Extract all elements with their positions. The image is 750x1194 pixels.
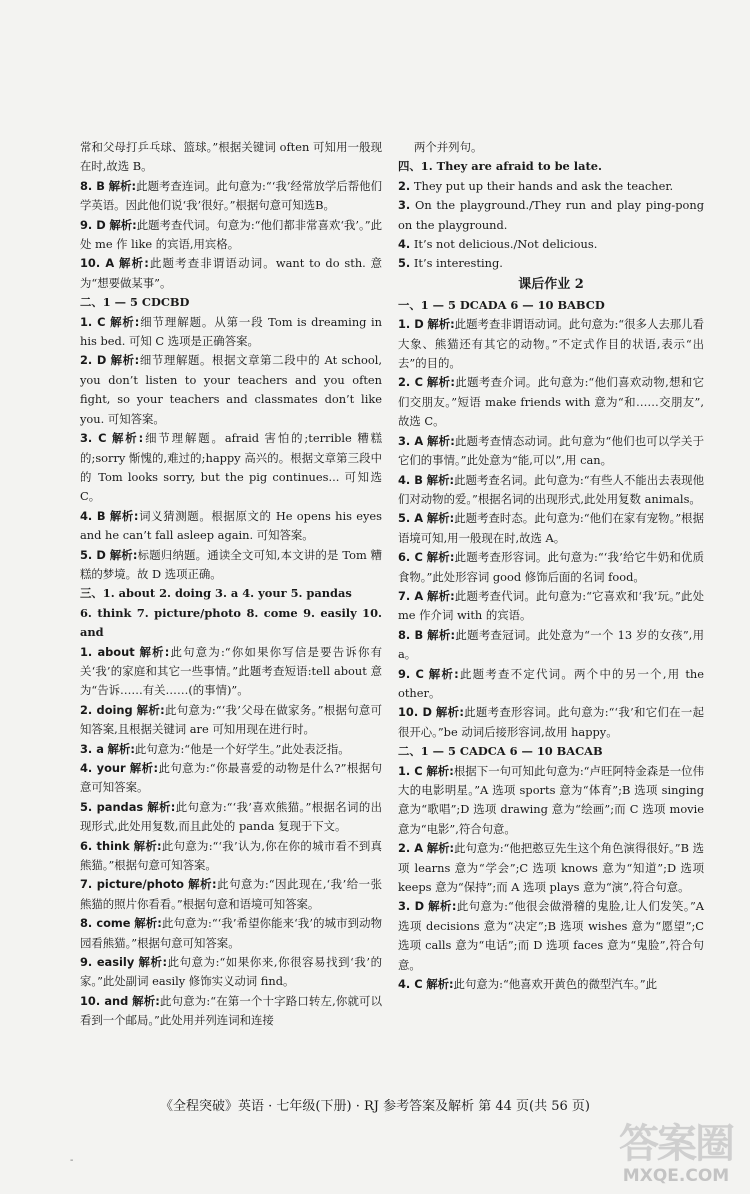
answer-number: 2. A [398, 841, 424, 856]
answer-item [80, 507, 382, 546]
answer-item [398, 177, 704, 196]
answer-explanation: 解析:此句意为:“如果你来,你很容易找到‘我’的家。”此处副词 easily 修饰实义动词 find。 [80, 955, 382, 989]
answer-explanation: 解析:此句意为:“在第一个十字路口转左,你就可以看到一个邮局。”此处用并列连词和连接 [80, 993, 383, 1028]
answer-item [398, 975, 704, 994]
answer-item [80, 351, 382, 429]
answer-explanation: 解析:标题归纳题。通读全文可知,本文讲的是 Tom 糟糕的梦境。故 D 选项正确。 [80, 547, 382, 581]
answer-number: 4. B [80, 508, 106, 523]
answer-item [398, 703, 704, 742]
answer-item [80, 914, 382, 953]
answer-number: 4. [398, 237, 411, 252]
answer-explanation: 解析:此句意为:“‘我’父母在做家务。”根据句意可知答案,且根据关键词 are 可知用现在进行时。 [80, 702, 383, 737]
answer-number: 4. C [398, 977, 423, 992]
answer-explanation: 解析:此题考查形容词。此句意为:“‘我’给它牛奶和优质食物。”此处形容词 good 修饰后面的名词 food。 [398, 550, 705, 584]
answer-explanation: 解析:此题考查介词。此句意为:“他们喜欢动物,想和它们交朋友。”短语 make friends with 意为“和……交朋友”,故选 C。 [398, 375, 704, 429]
answer-explanation: 解析:此题考查不定代词。两个中的另一个,用 the other。 [398, 666, 705, 700]
answer-number: 6. C [398, 550, 423, 565]
answer-item [398, 665, 704, 704]
section-answers: 一、1 — 5 DCADA 6 — 10 BABCD [398, 297, 605, 312]
answer-number: 3. D [398, 899, 425, 914]
answer-item [398, 254, 704, 273]
answer-explanation: 解析:此题考查连词。此句意为:“‘我’经常放学后帮他们学英语。因此他们说‘我’很好。”根据句意可知选B。 [80, 178, 383, 213]
answer-number: 10. A [80, 256, 115, 271]
answer-explanation: It’s interesting. [413, 256, 503, 271]
answer-number: 7. A [398, 588, 424, 603]
answer-explanation: 解析:根据下一句可知此句意为:“卢旺阿特金森是一位伟大的电影明星。”A 选项 sports 意为“体育”;B 选项 singing 意为“歌唱”;D 选项 drawing 意为“绘画”;而 C 选项 movie 意为“电影”,符合句意。 [398, 763, 704, 836]
answer-explanation: 解析:词义猜测题。根据原文的 He opens his eyes and he can’t fall asleep again. 可知答案。 [80, 508, 382, 543]
answer-number: 10. and [80, 993, 129, 1008]
answer-explanation: 解析:此题考查代词。句意为:“他们都非常喜欢‘我’。”此处 me 作 like 的宾语,用宾格。 [80, 217, 382, 252]
answer-item [80, 740, 382, 759]
answer-explanation: It’s not delicious./Not delicious. [413, 237, 598, 252]
answer-number: 4. B [398, 472, 423, 487]
answer-number: 9. easily [80, 955, 135, 970]
answer-item [398, 587, 704, 626]
answer-item [80, 643, 382, 701]
answer-item [80, 953, 382, 992]
answer-explanation: 解析:此题考查情态动词。此句意为“他们也可以学关于它们的事情。”此处意为“能,可以”,用 can。 [398, 433, 704, 468]
lesson-heading: 课后作业 2 [518, 276, 584, 292]
answer-number: 6. think [80, 838, 130, 853]
answer-explanation: 解析:细节理解题。从第一段 Tom is dreaming in his bed. 可知 C 选项是正确答案。 [80, 314, 382, 349]
section-answers: 二、1 — 5 CDCBD [80, 295, 190, 310]
answer-number: 7. picture/photo [80, 877, 184, 892]
answer-item [398, 509, 704, 548]
answer-number: 10. D [398, 705, 432, 720]
answer-explanation: 解析:此句意为:“因此现在,‘我’给一张熊猫的照片你看看。”根据句意和语境可知答案。 [80, 877, 382, 911]
answer-item [398, 196, 704, 235]
answer-item [398, 235, 704, 254]
answer-number: 8. come [80, 916, 131, 931]
watermark [616, 1122, 736, 1186]
answer-explanation: 解析:此题考查非谓语动词。want to do sth. 意为“想要做某事”。 [80, 256, 382, 290]
left-column [80, 138, 382, 1031]
section-answers: 四、1. They are afraid to be late. [398, 159, 602, 174]
answer-item [398, 762, 704, 840]
answer-number: 8. B [80, 178, 105, 193]
answer-item [398, 548, 704, 587]
answer-item [80, 546, 382, 585]
answer-item [398, 432, 704, 471]
answer-item [80, 177, 382, 216]
watermark-logo: 答案圈 [619, 1121, 733, 1167]
answer-number: 4. your [80, 761, 126, 775]
answer-item [80, 875, 382, 914]
answer-item [80, 429, 382, 507]
answer-explanation: 解析:此句意为:“他很会做滑稽的鬼脸,让人们发笑。”A 选项 decisions 意为“决定”;B 选项 wishes 意为“愿望”;C 选项 calls 意为“电话”;而 D 选项 faces 意为“鬼脸”,符合句意。 [398, 899, 704, 972]
answer-number: 3. a [80, 741, 104, 756]
answer-item [80, 759, 382, 798]
answer-explanation: 解析:此题考查名词。此句意为:“有些人不能出去表现他们对动物的爱。”根据名词的出现形式,此处用复数 animals。 [398, 472, 704, 506]
answer-number: 5. [398, 256, 411, 271]
answer-explanation: 解析:此句意为:“‘我’喜欢熊猫。”根据名词的出现形式,此处用复数,而且此处的 panda 复现于下文。 [80, 799, 383, 834]
answer-explanation: 解析:此句意为:“他是一个好学生。”此处表泛指。 [107, 741, 350, 756]
paragraph: 两个并列句。 [414, 140, 483, 154]
answer-item [80, 798, 382, 837]
answer-explanation: On the playground./They run and play ping-pong on the playground. [398, 198, 704, 232]
answer-number: 1. C [80, 314, 106, 329]
answer-item [80, 254, 382, 293]
answer-number: 9. C [398, 666, 424, 681]
answer-number: 2. doing [80, 702, 133, 717]
answer-number: 1. C [398, 763, 423, 778]
answer-number: 2. [398, 178, 411, 193]
answer-explanation: 解析:细节理解题。afraid 害怕的;terrible 糟糕的;sorry 惭愧的,难过的;happy 高兴的。根据文章第三段中的 Tom looks sorry, but the pig continues... 可知选 C。 [80, 431, 382, 504]
answer-number: 9. D [80, 217, 106, 232]
page-footer: 《全程突破》英语 · 七年级(下册) · RJ 参考答案及解析 第 44 页(共 56 页) [160, 1099, 590, 1114]
answer-item [398, 897, 704, 975]
answer-item [80, 313, 382, 352]
answer-number: 3. C [80, 431, 107, 446]
section-answers: 二、1 — 5 CADCA 6 — 10 BACAB [398, 744, 603, 759]
answer-number: 2. C [398, 375, 423, 390]
answer-item [398, 471, 704, 510]
answer-explanation: 解析:此题考查冠词。此处意为“一个 13 岁的女孩”,用 a。 [398, 627, 704, 662]
answer-number: 8. B [398, 627, 424, 642]
answer-explanation: 解析:此题考查代词。此句意为:“它喜欢和‘我’玩。”此处 me 作介词 with 的宾语。 [398, 588, 704, 623]
right-column [398, 138, 704, 994]
answer-number: 5. pandas [80, 799, 144, 814]
answer-explanation: 解析:此题考查非谓语动词。此句意为:“很多人去那儿看大象、熊猫还有其它的动物。”不定式作目的状语,表示“出去”的目的。 [398, 317, 704, 371]
watermark-url: MXQE.COM [622, 1166, 730, 1186]
answer-explanation: 解析:此题考查形容词。此句意为:“‘我’和它们在一起很开心。”be 动词后接形容词,故用 happy。 [398, 705, 704, 739]
answer-explanation: 解析:此题考查时态。此句意为:“他们在家有宠物。”根据语境可知,用一般现在时,故选 A。 [398, 511, 704, 545]
answer-item [398, 315, 704, 373]
answer-number: 1. D [398, 317, 424, 332]
answer-explanation: 解析:此句意为:“他喜欢开黄色的微型汽车。”此 [426, 977, 657, 992]
answer-item [80, 701, 382, 740]
answer-item [80, 837, 382, 876]
answer-number: 5. D [80, 547, 106, 562]
answer-number: 1. about [80, 644, 135, 659]
answer-explanation: 解析:此句意为:“你如果你写信是要告诉你有关‘我’的家庭和其它一些事情。”此题考查短语:tell about 意为“告诉……有关……(的事情)”。 [80, 644, 382, 698]
answer-item [398, 626, 704, 665]
answer-explanation: 解析:此句意为:“‘我’认为,你在你的城市看不到真熊猫。”根据句意可知答案。 [80, 838, 382, 873]
answer-number: 3. A [398, 433, 424, 448]
answer-explanation: 解析:此句意为:“你最喜爱的动物是什么?”根据句意可知答案。 [80, 761, 382, 795]
answer-item [80, 216, 382, 255]
answer-explanation: 解析:此句意为:“‘我’希望你能来‘我’的城市到动物园看熊猫。”根据句意可知答案。 [80, 916, 383, 950]
answer-number: 3. [398, 198, 411, 213]
answer-explanation: They put up their hands and ask the teacher. [413, 178, 674, 193]
answer-explanation: 解析:细节理解题。根据文章第二段中的 At school, you don’t listen to your teachers and you often fight, so your teachers and classmates don’t like you. 可知答案。 [80, 353, 382, 426]
section-answers: 6. think 7. picture/photo 8. come 9. easily 10. and [80, 605, 382, 640]
answer-number: 2. D [80, 353, 107, 368]
section-answers: 三、1. about 2. doing 3. a 4. your 5. pandas [80, 586, 352, 601]
answer-item [80, 992, 382, 1031]
answer-number: 5. A [398, 511, 424, 526]
answer-explanation: 解析:此句意为:“他把憨豆先生这个角色演得很好。”B 选项 learns 意为“学会”;C 选项 knows 意为“知道”;D 选项 keeps 意为“保持”;而 A 选项 plays 意为“演”,符合句意。 [398, 841, 704, 895]
answer-item [398, 373, 704, 431]
corner-mark: - [70, 1155, 74, 1166]
answer-item [398, 839, 704, 897]
paragraph: 常和父母打乒乓球、篮球。”根据关键词 often 可知用一般现在时,故选 B。 [80, 140, 382, 174]
